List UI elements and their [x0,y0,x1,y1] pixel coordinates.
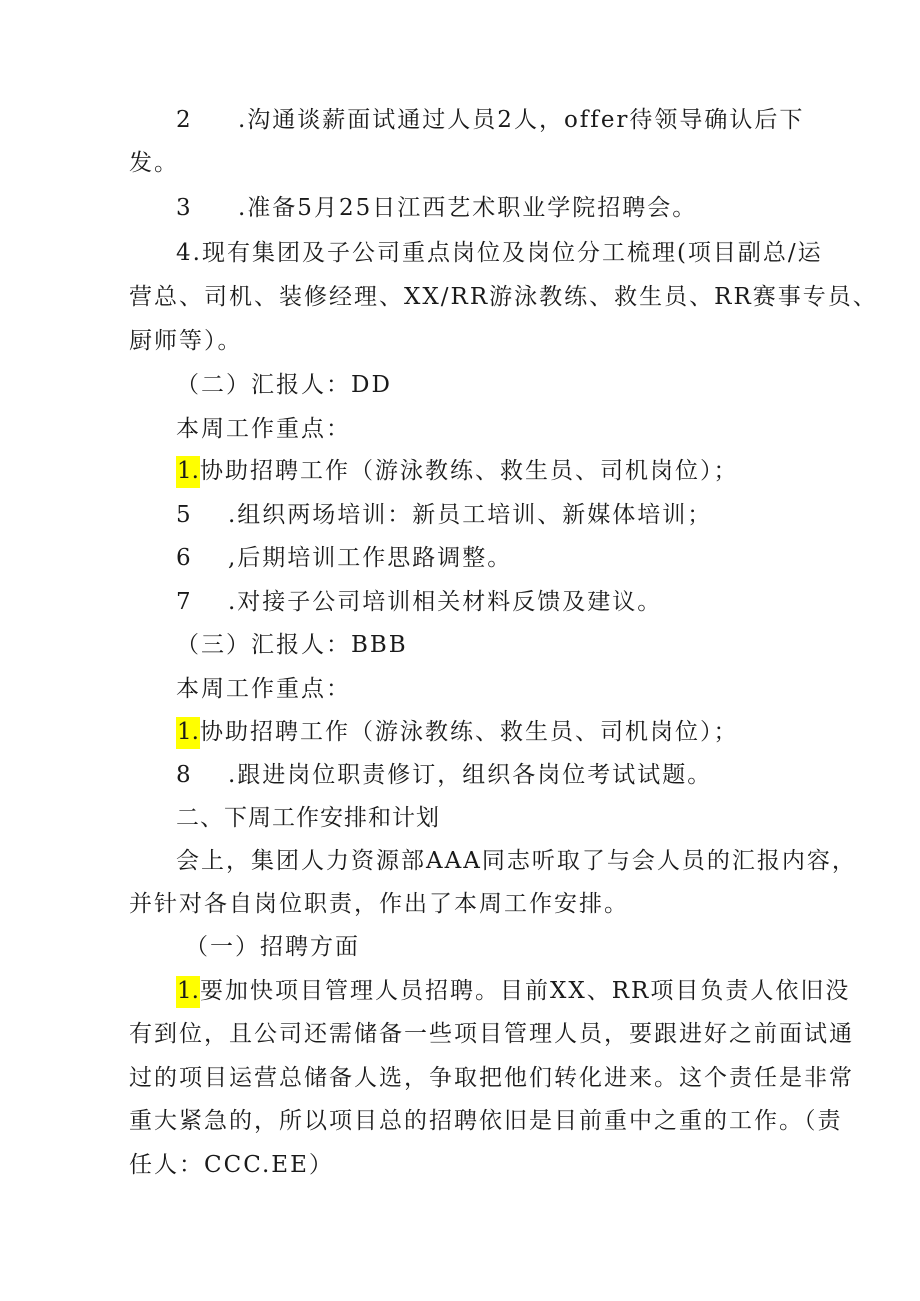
recruitment-item-1-line-5: 任人：CCC.EE） [129,1152,334,1178]
highlighted-number: 1. [176,456,200,488]
reporter-2-item-1 [176,456,738,486]
item-text: 协助招聘工作（游泳教练、救生员、司机岗位）； [199,719,739,745]
item-text: .对接子公司培训相关材料反馈及建议。 [228,589,663,615]
reporter-2-focus-label: 本周工作重点： [176,416,351,442]
reporter-3-item-8 [176,760,712,790]
list-item-4-line-1: 4.现有集团及子公司重点岗位及岗位分工梳理(项目副总/运 [176,240,823,266]
list-item-4-line-2: 营总、司机、装修经理、XX/RR游泳教练、救生员、RR赛事专员、 [129,284,878,310]
reporter-2-heading: （二）汇报人：DD [176,372,392,398]
item-number: 6 [176,545,193,571]
highlighted-number: 1. [176,717,200,749]
recruitment-item-1-line-3: 过的项目运营总储备人选，争取把他们转化进来。这个责任是非常 [129,1065,854,1091]
reporter-3-focus-label: 本周工作重点： [176,676,351,702]
list-item-4-line-3: 厨师等）。 [129,328,243,354]
section-2-paragraph-line-1: 会上，集团人力资源部AAA同志听取了与会人员的汇报内容， [176,848,857,874]
item-text: .沟通谈薪面试通过人员2人，offer待领导确认后下 [238,107,805,133]
item-text: 要加快项目管理人员招聘。目前XX、RR项目负责人依旧没 [199,978,851,1004]
item-text: .跟进岗位职责修订，组织各岗位考试试题。 [228,762,713,788]
recruitment-sub-heading: （一）招聘方面 [185,934,360,960]
list-item-2-continuation: 发。 [129,150,179,176]
item-number: 8 [176,762,193,788]
section-2-heading: 二、下周工作安排和计划 [176,805,440,831]
reporter-3-heading: （三）汇报人：BBB [176,632,408,658]
item-text: 协助招聘工作（游泳教练、救生员、司机岗位）； [199,458,739,484]
highlighted-number: 1. [176,976,200,1008]
item-number: 5 [176,502,193,528]
item-number: 3 [176,195,193,221]
item-number: 2 [176,107,193,133]
item-text: ,后期培训工作思路调整。 [228,545,513,571]
recruitment-item-1-line-2: 有到位，且公司还需储备一些项目管理人员，要跟进好之前面试通 [129,1021,854,1047]
item-text: .准备5月25日江西艺术职业学院招聘会。 [238,195,698,221]
item-number: 7 [176,589,193,615]
item-text: .组织两场培训：新员工培训、新媒体培训； [228,502,713,528]
reporter-3-item-1 [176,717,738,747]
reporter-2-item-5 [176,500,712,530]
reporter-2-item-7 [176,587,662,617]
recruitment-item-1-line-1 [176,976,850,1006]
reporter-2-item-6 [176,543,512,573]
recruitment-item-1-line-4: 重大紧急的，所以项目总的招聘依旧是目前重中之重的工作。（责 [129,1108,843,1134]
list-item-2 [176,105,804,135]
list-item-3 [176,193,697,223]
section-2-paragraph-line-2: 并针对各自岗位职责，作出了本周工作安排。 [129,891,629,917]
